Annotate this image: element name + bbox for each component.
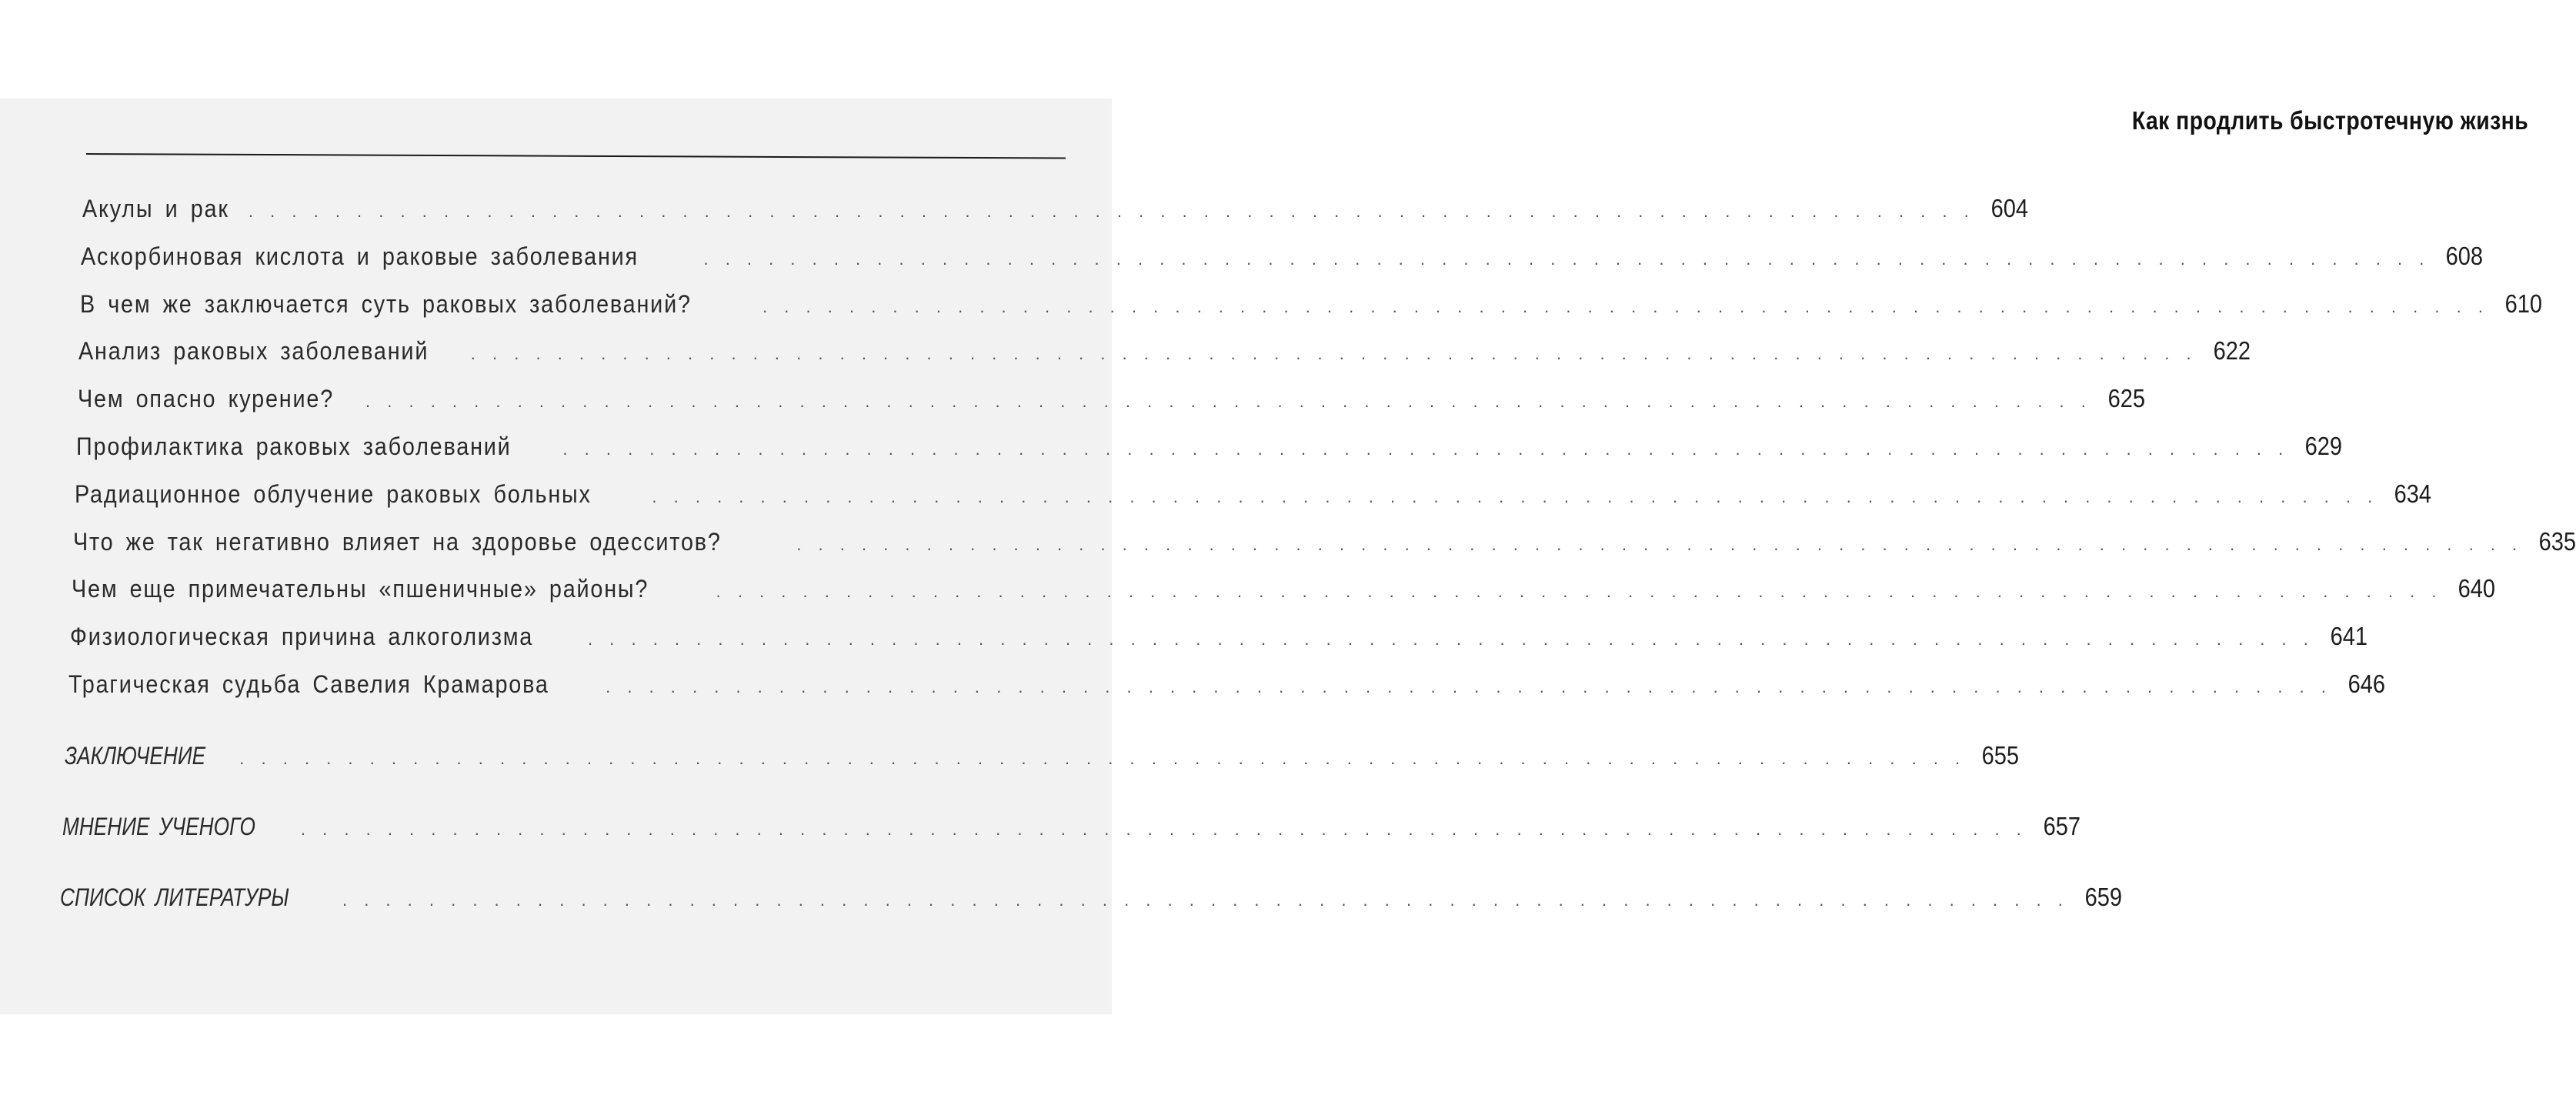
toc-entry-title: Чем еще примечательны «пшеничные» районы? [72,575,649,603]
toc-section-title: СПИСОК ЛИТЕРАТУРЫ [60,883,289,911]
toc-section[interactable] [62,812,2080,841]
toc-entry-title: Радиационное облучение раковых больных [75,480,592,508]
toc-entry[interactable] [73,527,2576,556]
toc-leader: . . . . . . . . . . . . . . . . . . . . . . . . . . . . . . . . . . . . . . . . . . . . . . . . . . . . . . . . . . . . . . . . . . . . . . . . . . . . . . . . [588,629,2314,649]
toc-section-page: 655 [1981,741,2020,770]
toc-entry[interactable] [70,622,2367,651]
toc-entry[interactable] [82,194,2028,223]
toc-leader: . . . . . . . . . . . . . . . . . . . . . . . . . . . . . . . . . . . . . . . . . . . . . . . . . . . . . . . . . . . . . . . . . . . . . . . . . . . . . . . . [239,749,1967,768]
toc-leader: . . . . . . . . . . . . . . . . . . . . . . . . . . . . . . . . . . . . . . . . . . . . . . . . . . . . . . . . . . . . . . . . . . . . . . . . . . . . . . . . [342,890,2069,910]
toc-entry[interactable] [72,574,2496,603]
toc-entry-page: 640 [2458,574,2496,603]
toc-entry-page: 641 [2330,622,2367,650]
toc-leader: . . . . . . . . . . . . . . . . . . . . . . . . . . . . . . . . . . . . . . . . . . . . . . . . . . . . . . . . . . . . . . . . . . . . . . . . . . . . . . . . [606,677,2332,696]
toc-section-page: 659 [2084,883,2122,911]
toc-leader: . . . . . . . . . . . . . . . . . . . . . . . . . . . . . . . . . . . . . . . . . . . . . . . . . . . . . . . . . . . . . . . . . . . . . . . . . . . . . . . . [562,439,2290,459]
toc-entry-page: 629 [2304,432,2343,460]
toc-section-title: МНЕНИЕ УЧЕНОГО [62,813,255,840]
toc-leader: . . . . . . . . . . . . . . . . . . . . . . . . . . . . . . . . . . . . . . . . . . . . . . . . . . . . . . . . . . . . . . . . . . . . . . . . . . . . . . . . [248,202,1975,221]
toc-entry-title: Анализ раковых заболеваний [78,337,429,365]
toc-entry-page: 634 [2394,479,2432,508]
toc-entry-page: 622 [2213,336,2251,365]
toc-section[interactable] [65,741,2020,770]
toc-entry[interactable] [78,384,2145,413]
toc-entry-page: 610 [2504,289,2542,318]
toc-leader: . . . . . . . . . . . . . . . . . . . . . . . . . . . . . . . . . . . . . . . . . . . . . . . . . . . . . . . . . . . . . . . . . . . . . . . . . . . . . . . . [762,297,2489,316]
toc-leader: . . . . . . . . . . . . . . . . . . . . . . . . . . . . . . . . . . . . . . . . . . . . . . . . . . . . . . . . . . . . . . . . . . . . . . . . . . . . . . . . [365,392,2092,411]
toc-entry-title: Трагическая судьба Савелия Крамарова [68,670,549,698]
toc-entry-page: 608 [2445,242,2484,270]
toc-leader: . . . . . . . . . . . . . . . . . . . . . . . . . . . . . . . . . . . . . . . . . . . . . . . . . . . . . . . . . . . . . . . . . . . . . . . . . . . . . . . . [470,344,2197,363]
toc-entry-page: 646 [2347,670,2386,698]
toc-section-page: 657 [2043,812,2080,840]
toc-leader: . . . . . . . . . . . . . . . . . . . . . . . . . . . . . . . . . . . . . . . . . . . . . . . . . . . . . . . . . . . . . . . . . . . . . . . . . . . . . . . . [300,820,2027,839]
toc-leader: . . . . . . . . . . . . . . . . . . . . . . . . . . . . . . . . . . . . . . . . . . . . . . . . . . . . . . . . . . . . . . . . . . . . . . . . . . . . . . . . [716,582,2443,601]
toc-entry-title: Что же так негативно влияет на здоровье одесситов? [73,528,722,556]
toc-entry[interactable] [80,289,2542,319]
toc-entry-title: Аскорбиновая кислота и раковые заболевания [81,242,639,270]
toc-entry[interactable] [75,479,2432,509]
toc-entry-title: Акулы и рак [82,195,229,222]
toc-entry[interactable] [81,242,2484,271]
toc-leader: . . . . . . . . . . . . . . . . . . . . . . . . . . . . . . . . . . . . . . . . . . . . . . . . . . . . . . . . . . . . . . . . . . . . . . . . . . . . . . . . [796,535,2524,554]
toc-entry[interactable] [78,336,2251,366]
toc-section[interactable] [60,883,2122,912]
toc-entry-page: 604 [1990,194,2028,222]
toc-entry-title: Физиологическая причина алкоголизма [70,623,534,650]
running-head: Как продлить быстротечную жизнь [2131,106,2528,135]
toc-section-title: ЗАКЛЮЧЕНИЕ [65,742,206,770]
toc-leader: . . . . . . . . . . . . . . . . . . . . . . . . . . . . . . . . . . . . . . . . . . . . . . . . . . . . . . . . . . . . . . . . . . . . . . . . . . . . . . . . [703,249,2431,269]
toc-entry-title: Профилактика раковых заболеваний [76,432,512,460]
toc-entry[interactable] [76,432,2343,461]
toc-entry[interactable] [68,670,2386,699]
toc-leader: . . . . . . . . . . . . . . . . . . . . . . . . . . . . . . . . . . . . . . . . . . . . . . . . . . . . . . . . . . . . . . . . . . . . . . . . . . . . . . . . [652,487,2379,506]
toc-entry-title: В чем же заключается суть раковых заболеваний? [80,290,692,318]
toc-entry-title: Чем опасно курение? [78,385,335,412]
toc-entry-page: 625 [2107,384,2145,412]
toc-entry-page: 635 [2538,527,2576,556]
